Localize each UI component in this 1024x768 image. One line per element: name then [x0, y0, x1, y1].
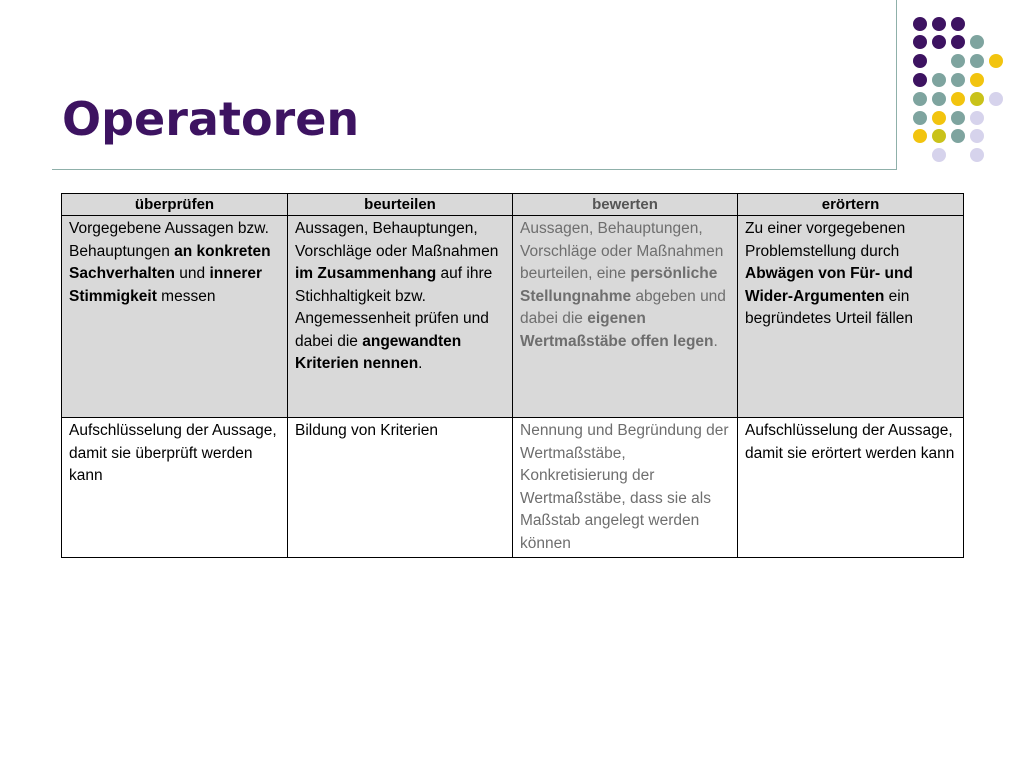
- cell-definition-bewerten: Aussagen, Behauptungen, Vorschläge oder Maßnahmen beurteilen, eine persönliche Stellungnahme abgeben und dabei die eigenen Wertmaßstäbe offen legen.: [513, 216, 738, 418]
- decor-dot: [970, 148, 984, 162]
- decor-dot: [970, 92, 984, 106]
- decor-dot: [989, 54, 1003, 68]
- title-divider-vertical: [896, 0, 897, 170]
- decor-dot: [913, 111, 927, 125]
- decor-dot: [932, 92, 946, 106]
- decor-dot: [932, 73, 946, 87]
- cell-step-ueberpruefen: Aufschlüsselung der Aussage, damit sie überprüft werden kann: [62, 418, 288, 558]
- title-divider-horizontal: [52, 169, 897, 170]
- header-beurteilen: beurteilen: [288, 194, 513, 216]
- decor-dot: [970, 111, 984, 125]
- cell-step-bewerten: Nennung und Begründung der Wertmaßstäbe, Konkretisierung der Wertmaßstäbe, dass sie als Maßstab angelegt werden können: [513, 418, 738, 558]
- table-header-row: [62, 194, 964, 216]
- decor-dot: [970, 73, 984, 87]
- table-row-definitions: [62, 216, 964, 418]
- decor-dot: [951, 35, 965, 49]
- decor-dot: [913, 54, 927, 68]
- header-eroertern: erörtern: [738, 194, 964, 216]
- header-bewerten: bewerten: [513, 194, 738, 216]
- decor-dot: [951, 73, 965, 87]
- decor-dot: [913, 17, 927, 31]
- decor-dot: [951, 92, 965, 106]
- cell-step-beurteilen: Bildung von Kriterien: [288, 418, 513, 558]
- operators-table: [61, 193, 964, 558]
- decor-dot: [913, 73, 927, 87]
- decor-dot: [932, 111, 946, 125]
- decor-dot: [932, 129, 946, 143]
- decor-dot: [913, 92, 927, 106]
- decor-dot: [932, 17, 946, 31]
- decor-dot: [970, 35, 984, 49]
- cell-definition-beurteilen: Aussagen, Behauptungen, Vorschläge oder Maßnahmen im Zusammenhang auf ihre Stichhaltigkeit bzw. Angemessenheit prüfen und dabei die angewandten Kriterien nennen.: [288, 216, 513, 418]
- decor-dot: [951, 17, 965, 31]
- decor-dot: [932, 148, 946, 162]
- decor-dot: [970, 54, 984, 68]
- decor-dot: [913, 35, 927, 49]
- decor-dot: [951, 54, 965, 68]
- cell-step-eroertern: Aufschlüsselung der Aussage, damit sie erörtert werden kann: [738, 418, 964, 558]
- slide-title: Operatoren: [62, 92, 360, 146]
- cell-definition-eroertern: Zu einer vorgegebenen Problemstellung durch Abwägen von Für- und Wider-Argumenten ein begründetes Urteil fällen: [738, 216, 964, 418]
- header-ueberpruefen: überprüfen: [62, 194, 288, 216]
- decor-dot: [951, 129, 965, 143]
- decor-dot: [913, 129, 927, 143]
- decor-dot: [951, 111, 965, 125]
- decor-dot: [932, 35, 946, 49]
- cell-definition-ueberpruefen: Vorgegebene Aussagen bzw. Behauptungen an konkreten Sachverhalten und innerer Stimmigkeit messen: [62, 216, 288, 418]
- table-row-steps: [62, 418, 964, 558]
- decor-dot: [989, 92, 1003, 106]
- decor-dot: [970, 129, 984, 143]
